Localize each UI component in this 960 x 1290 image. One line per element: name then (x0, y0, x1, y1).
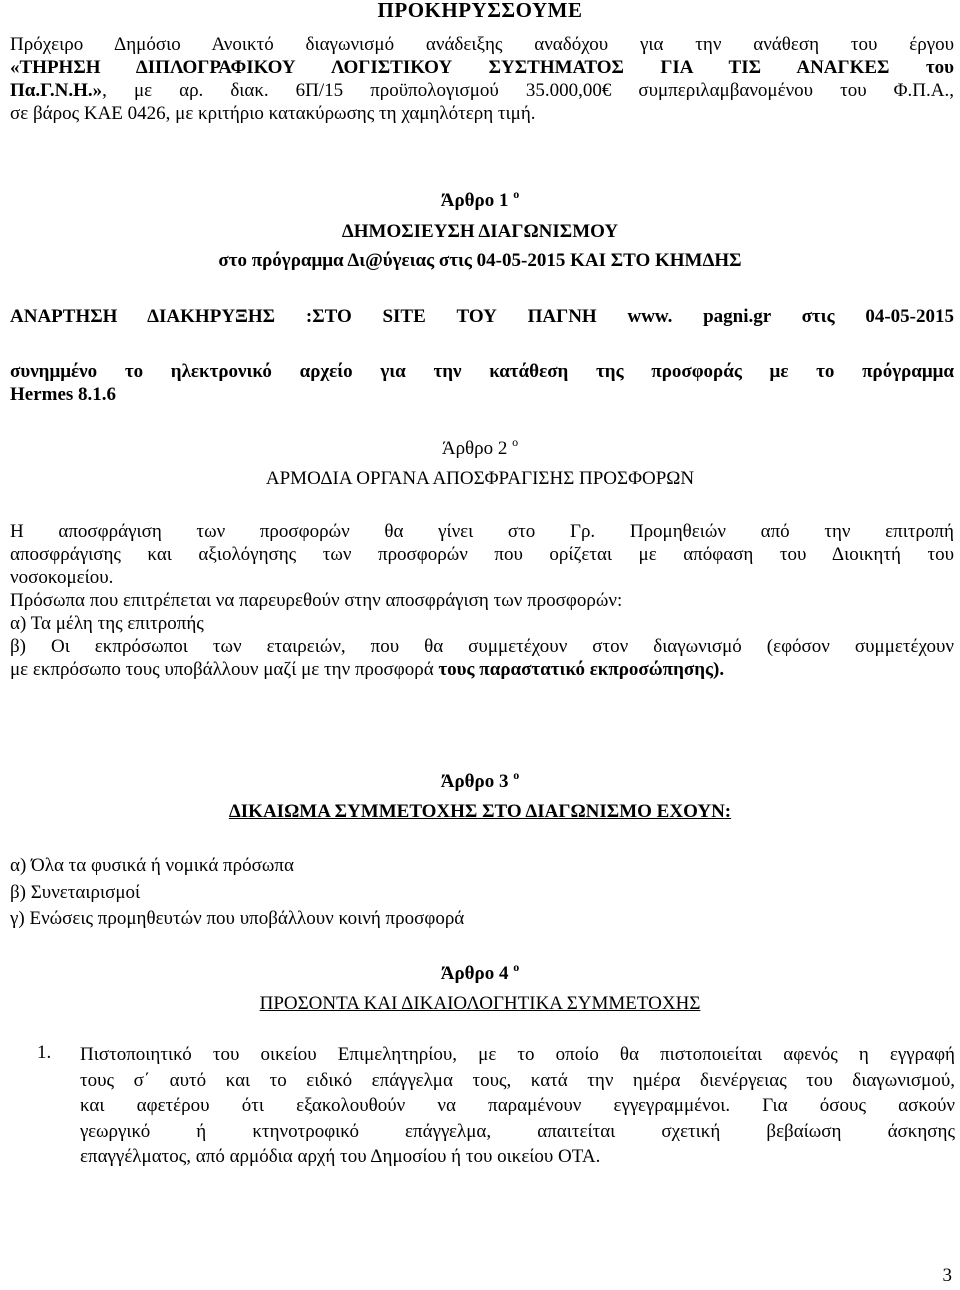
article-3-item-a: α) Όλα τα φυσικά ή νομικά πρόσωπα (10, 855, 294, 876)
intro-paragraph (10, 33, 954, 125)
intro-line-3-rest: , με αρ. διακ. 6Π/15 προϋπολογισμού 35.000,00€ συμπεριλαμβανομένου του Φ.Π.Α., (102, 80, 954, 101)
article-2-p2: Πρόσωπα που επιτρέπεται να παρευρεθούν στην αποσφράγιση των προσφορών: (10, 590, 623, 611)
article-4-item-1-line-2: τους σ΄ αυτό και το ειδικό επάγγελμα τους, κατά την ημέρα διενέργειας του διαγωνισμού, (80, 1069, 955, 1091)
page-title: ΠΡΟΚΗΡΥΣΣΟΥΜΕ (377, 0, 583, 22)
article-3-title (0, 801, 960, 823)
article-2-item-b-line-1: β) Οι εκπρόσωποι των εταιρειών, που θα συμμετέχουν στον διαγωνισμό (εφόσον συμμετέχουν (10, 636, 954, 657)
page-number: 3 (942, 1265, 952, 1286)
article-2-sup: ο (512, 435, 519, 449)
article-1-attached-line-2: Hermes 8.1.6 (10, 384, 117, 405)
article-2-item-a: α) Τα μέλη της επιτροπής (10, 613, 204, 634)
article-2-p1-line-3: νοσοκομείου. (10, 567, 114, 588)
article-2-p1-line-1: Η αποσφράγιση των προσφορών θα γίνει στο Γρ. Προμηθειών από την επιτροπή (10, 521, 954, 542)
article-1-attached (10, 360, 954, 406)
article-4-sup: ο (513, 960, 520, 974)
article-2-item-b-line-2 (10, 658, 954, 681)
article-2-item-b-bold: τους παραστατικό εκπροσώπησης). (438, 659, 725, 680)
article-4-heading (0, 960, 960, 985)
article-2-paragraph (10, 520, 954, 681)
article-2-item-b-text: με εκπρόσωπο τους υποβάλλουν μαζί με την προσφορά (10, 659, 439, 680)
article-1-sup: ο (513, 187, 520, 201)
article-1-attached-line-1: συνημμένο το ηλεκτρονικό αρχείο για την κατάθεση της προσφοράς με το πρόγραμμα (10, 361, 954, 382)
article-2-title: ΑΡΜΟΔΙΑ ΟΡΓΑΝΑ ΑΠΟΣΦΡΑΓΙΣΗΣ ΠΡΟΣΦΟΡΩΝ (265, 468, 695, 489)
article-4-item-1-line-5: επαγγέλματος, από αρμόδια αρχή του Δημοσίου ή του οικείου ΟΤΑ. (80, 1146, 601, 1167)
article-1-label: Άρθρο 1 (440, 190, 509, 211)
article-3-heading (0, 768, 960, 793)
article-2-label: Άρθρο 2 (441, 438, 508, 459)
article-1-subtitle: στο πρόγραμμα Δι@ύγειας στις 04-05-2015 ΚΑΙ ΣΤΟ ΚΗΜΔΗΣ (218, 250, 742, 271)
article-4-label: Άρθρο 4 (440, 963, 509, 984)
article-1-posting (10, 305, 954, 328)
article-3-item-c: γ) Ενώσεις προμηθευτών που υποβάλλουν κοινή προσφορά (10, 908, 465, 929)
article-2-p1-line-2: αποσφράγισης και αξιολόγησης των προσφορών που ορίζεται με απόφαση του Διοικητή του (10, 544, 954, 565)
article-3-label: Άρθρο 3 (440, 771, 509, 792)
article-4-item-1-line-1: Πιστοποιητικό του οικείου Επιμελητηρίου, με το οποίο θα πιστοποιείται αφενός η εγγραφή (80, 1044, 955, 1065)
article-3-sup: ο (513, 768, 520, 782)
intro-line-4: σε βάρος ΚΑΕ 0426, με κριτήριο κατακύρωσης τη χαμηλότερη τιμή. (10, 103, 536, 124)
article-4-item-1-line-4: γεωργικό ή κτηνοτροφικό επάγγελμα, απαιτείται σχετική βεβαίωση άσκησης (80, 1120, 955, 1142)
article-3-list (10, 853, 954, 933)
article-1-title: ΔΗΜΟΣΙΕΥΣΗ ΔΙΑΓΩΝΙΣΜΟΥ (341, 221, 619, 242)
intro-line-1: Πρόχειρο Δημόσιο Ανοικτό διαγωνισμό ανάδειξης αναδόχου για την ανάθεση του έργου (10, 34, 954, 55)
article-2-heading (0, 435, 960, 460)
article-3-item-b: β) Συνεταιρισμοί (10, 881, 141, 903)
article-4-title-text: ΠΡΟΣΟΝΤΑ ΚΑΙ ΔΙΚΑΙΟΛΟΓΗΤΙΚΑ ΣΥΜΜΕΤΟΧΗΣ (259, 993, 701, 1014)
article-1-heading (0, 187, 960, 212)
intro-line-3 (10, 79, 954, 102)
article-3-title-text: ΔΙΚΑΙΩΜΑ ΣΥΜΜΕΤΟΧΗΣ ΣΤΟ ΔΙΑΓΩΝΙΣΜΟ ΕΧΟΥΝ: (228, 801, 732, 822)
article-4-item-1-number: 1. (37, 1042, 52, 1063)
article-4-item-1 (80, 1042, 955, 1170)
article-4-item-1-line-3: και αφετέρου ότι εξακολουθούν να παραμένουν εγγεγραμμένοι. Για όσους ασκούν (80, 1095, 955, 1116)
intro-line-2: «ΤΗΡΗΣΗ ΔΙΠΛΟΓΡΑΦΙΚΟΥ ΛΟΓΙΣΤΙΚΟΥ ΣΥΣΤΗΜΑΤΟΣ ΓΙΑ ΤΙΣ ΑΝΑΓΚΕΣ του (10, 57, 954, 78)
article-4-title (0, 993, 960, 1015)
intro-line-3-bold: Πα.Γ.Ν.Η.» (10, 80, 103, 101)
article-1-posting-line: ΑΝΑΡΤΗΣΗ ΔΙΑΚΗΡΥΞΗΣ :ΣΤΟ SITE ΤΟΥ ΠΑΓΝΗ www. pagni.gr στις 04-05-2015 (10, 306, 954, 327)
